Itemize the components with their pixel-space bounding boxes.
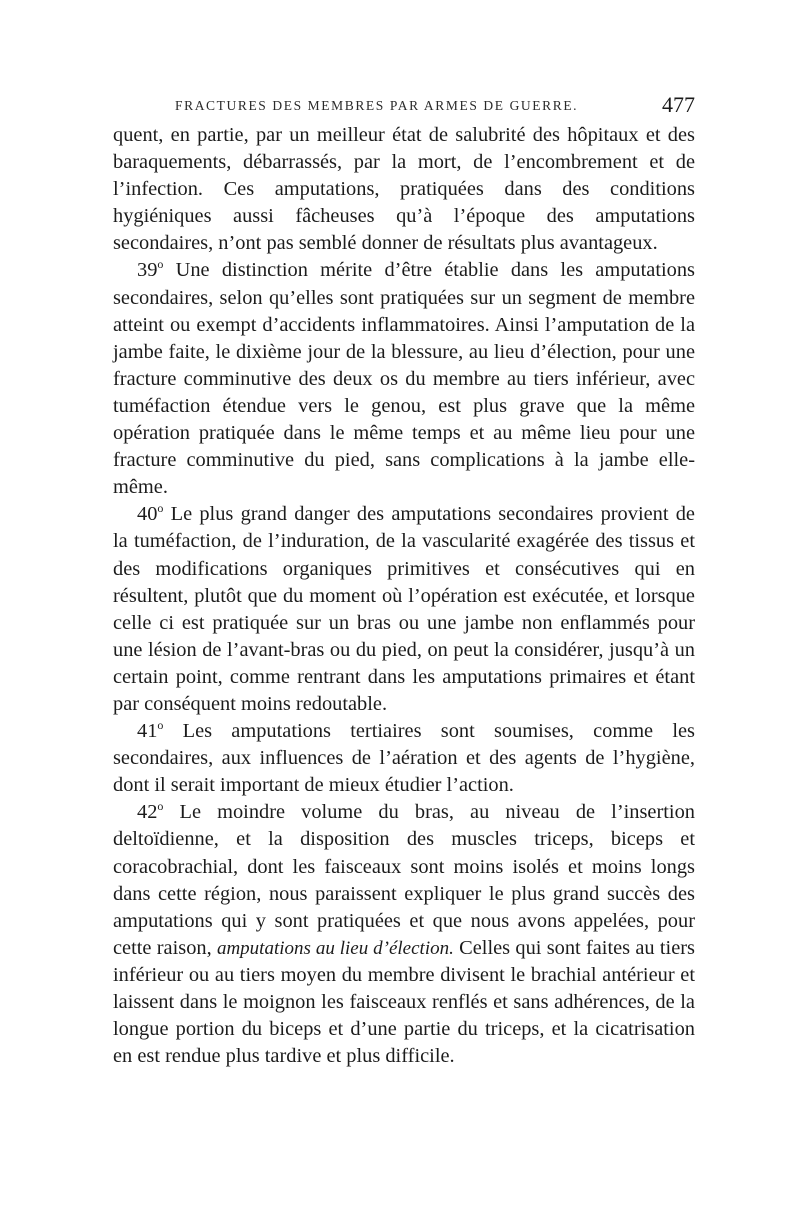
paragraph-number: 42$^o$: [137, 799, 164, 824]
paragraph-number: 39$^o$: [137, 257, 164, 282]
paragraph-number: 41$^o$: [137, 718, 164, 743]
running-title: FRACTURES DES MEMBRES PAR ARMES DE GUERRE.: [175, 98, 579, 113]
paragraph-continued: [113, 122, 695, 257]
paragraph-text: Le moindre volume du bras, au niveau de l’insertion deltoïdienne, et la disposition des muscles triceps, biceps et coracobrachial, dont les faisceaux sont moins isolés et moins longs dans cette région, nous paraissent expliquer le plus grand succès des amputations qui y sont pratiquées et que nous avons appelées, pour cette raison,: [113, 801, 695, 959]
page-number: 477: [662, 92, 695, 117]
paragraph-40: [113, 501, 695, 718]
paragraph-39: [113, 257, 695, 501]
paragraph-number: 40$^o$: [137, 501, 164, 526]
paragraph-text: quent, en partie, par un meilleur état de salubrité des hôpitaux et des baraquements, débarrassés, par la mort, de l’encombrement et de l’infection. Ces amputations, pratiquées dans des conditions hygiéniques aussi fâcheuses qu’à l’époque des amputations secondaires, n’ont pas semblé donner de résultats plus avantageux.: [113, 124, 695, 255]
book-page: [113, 92, 695, 1070]
paragraph-text: Celles qui sont faites au tiers inférieur ou au tiers moyen du membre divisent le brachial antérieur et laissent dans le moignon les faisceaux renflés et sans adhérences, de la longue portion du biceps et d’une partie du triceps, et la cicatrisation en est rendue plus tardive et plus difficile.: [113, 936, 695, 1068]
body-text: [113, 122, 695, 1070]
paragraph-41: [113, 718, 695, 799]
emphasized-term: amputations au lieu d’élection.: [216, 937, 454, 959]
paragraph-text: Les amputations tertiaires sont soumises, comme les secondaires, aux influences de l’aération et des agents de l’hygiène, dont il serait important de mieux étudier l’action.: [113, 720, 695, 797]
paragraph-42: [113, 799, 695, 1070]
paragraph-text: Une distinction mérite d’être établie dans les amputations secondaires, selon qu’elles sont pratiquées sur un segment de membre atteint ou exempt d’accidents inflammatoires. Ainsi l’amputation de la jambe faite, le dixième jour de la blessure, au lieu d’élection, pour une fracture comminutive des deux os du membre au tiers inférieur, avec tuméfaction étendue vers le genou, est plus grave que la même opération pratiquée dans le même temps et au même lieu pour une fracture comminutive du pied, sans complications à la jambe elle-même.: [113, 259, 695, 499]
running-header: [113, 92, 695, 122]
paragraph-text: Le plus grand danger des amputations secondaires provient de la tuméfaction, de l’induration, de la vascularité exagérée des tissus et des modifications organiques primitives et consécutives qui en résultent, plutôt que du moment où l’opération est exécutée, et lorsque celle ci est pratiquée sur un bras ou une jambe non enflammés pour une lésion de l’avant-bras ou du pied, on peut la considérer, jusqu’à un certain point, comme rentrant dans les amputations primaires et étant par conséquent moins redoutable.: [113, 503, 695, 715]
